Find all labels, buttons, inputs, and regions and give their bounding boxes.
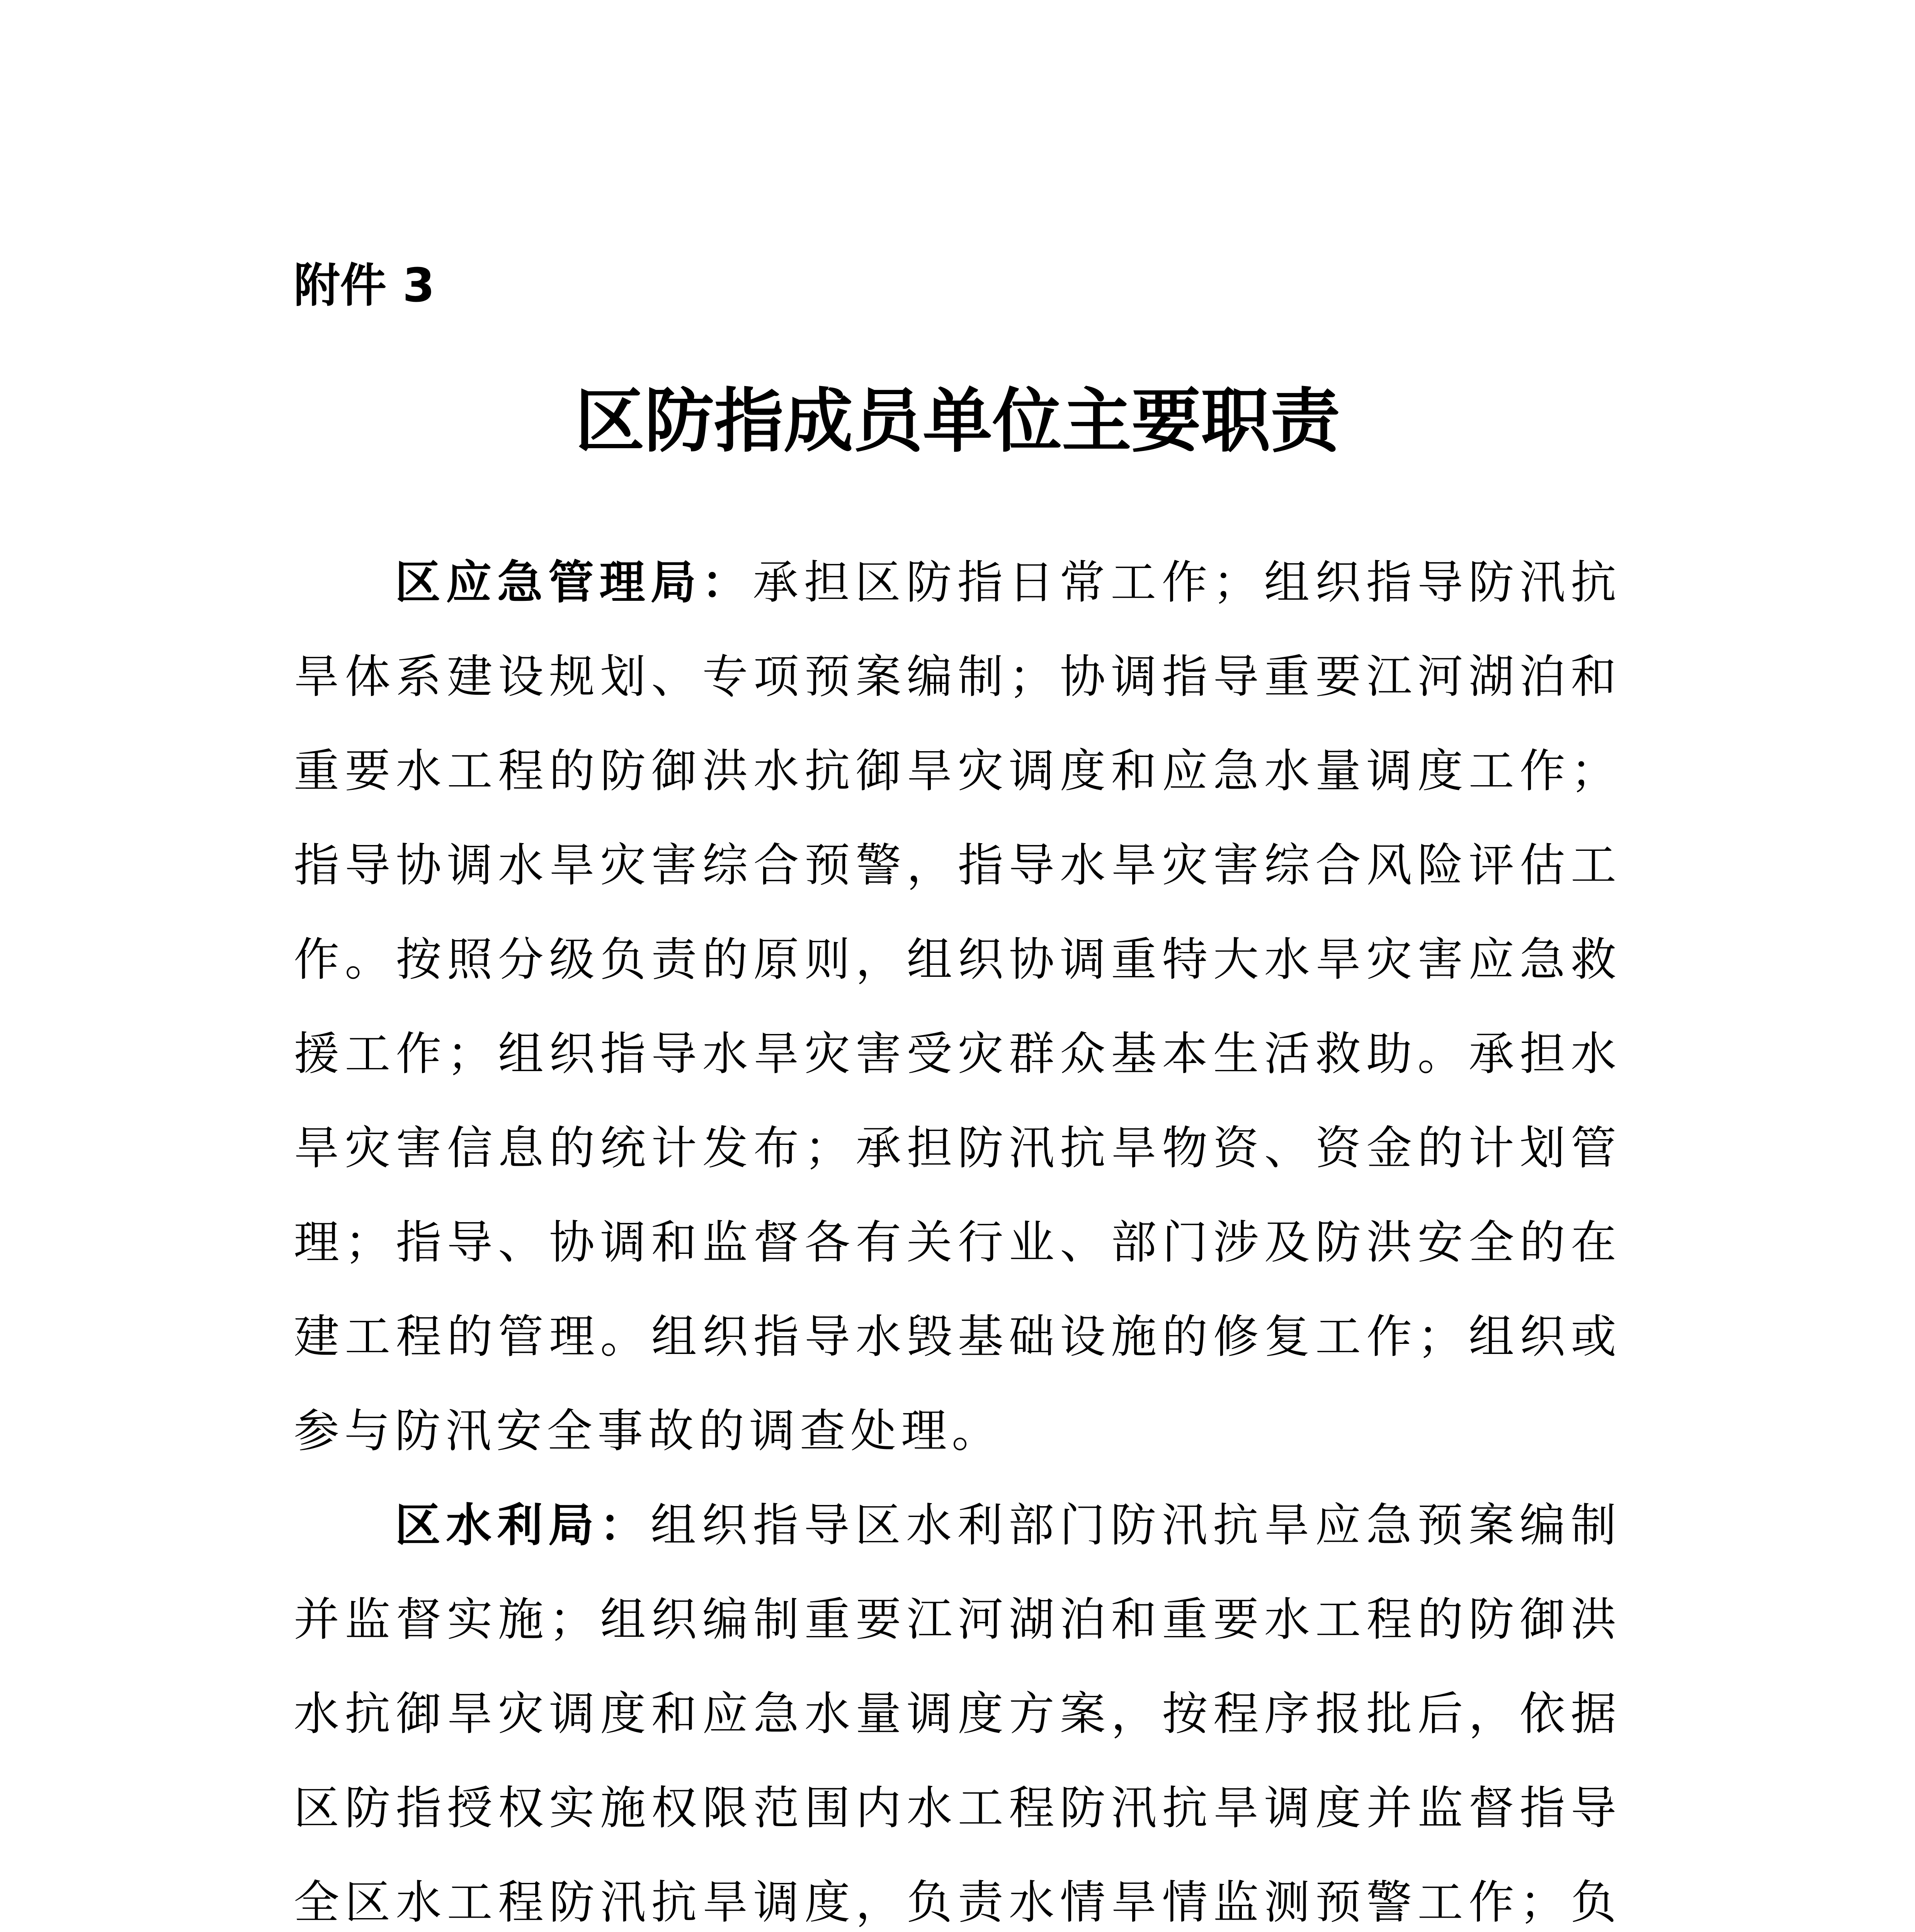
department-colon: ：: [599, 1498, 651, 1552]
document-title: 区防指成员单位主要职责: [575, 380, 1340, 462]
paragraph-emergency-management: [294, 535, 1621, 1478]
document-body: [294, 535, 1621, 1932]
paragraph-text: 组织指导区水利部门防汛抗旱应急预案编制并监督实施；组织编制重要江河湖泊和重要水工程的防御洪水抗御旱灾调度和应急水量调度方案，按程序报批后，依据区防指授权实施权限范围内水工程防汛抗旱调度并监督指导全区水工程防汛抗旱调度，负责水情旱情监测预警工作；负: [294, 1498, 1621, 1929]
department-colon: ：: [701, 556, 753, 609]
paragraph-water-resources: [294, 1478, 1621, 1932]
department-name: 区应急管理局: [395, 556, 702, 609]
paragraph-text: 承担区防指日常工作；组织指导防汛抗旱体系建设规划、专项预案编制；协调指导重要江河湖泊和重要水工程的防御洪水抗御旱灾调度和应急水量调度工作；指导协调水旱灾害综合预警，指导水旱灾害综合风险评估工作。按照分级负责的原则，组织协调重特大水旱灾害应急救援工作；组织指导水旱灾害受灾群众基本生活救助。承担水旱灾害信息的统计发布；承担防汛抗旱物资、资金的计划管理；指导、协调和监督各有关行业、部门涉及防洪安全的在建工程的管理。组织指导水毁基础设施的修复工作；组织或参与防汛安全事故的调查处理。: [294, 556, 1621, 1458]
attachment-label: 附件 3: [294, 259, 435, 313]
department-name: 区水利局: [395, 1498, 600, 1552]
